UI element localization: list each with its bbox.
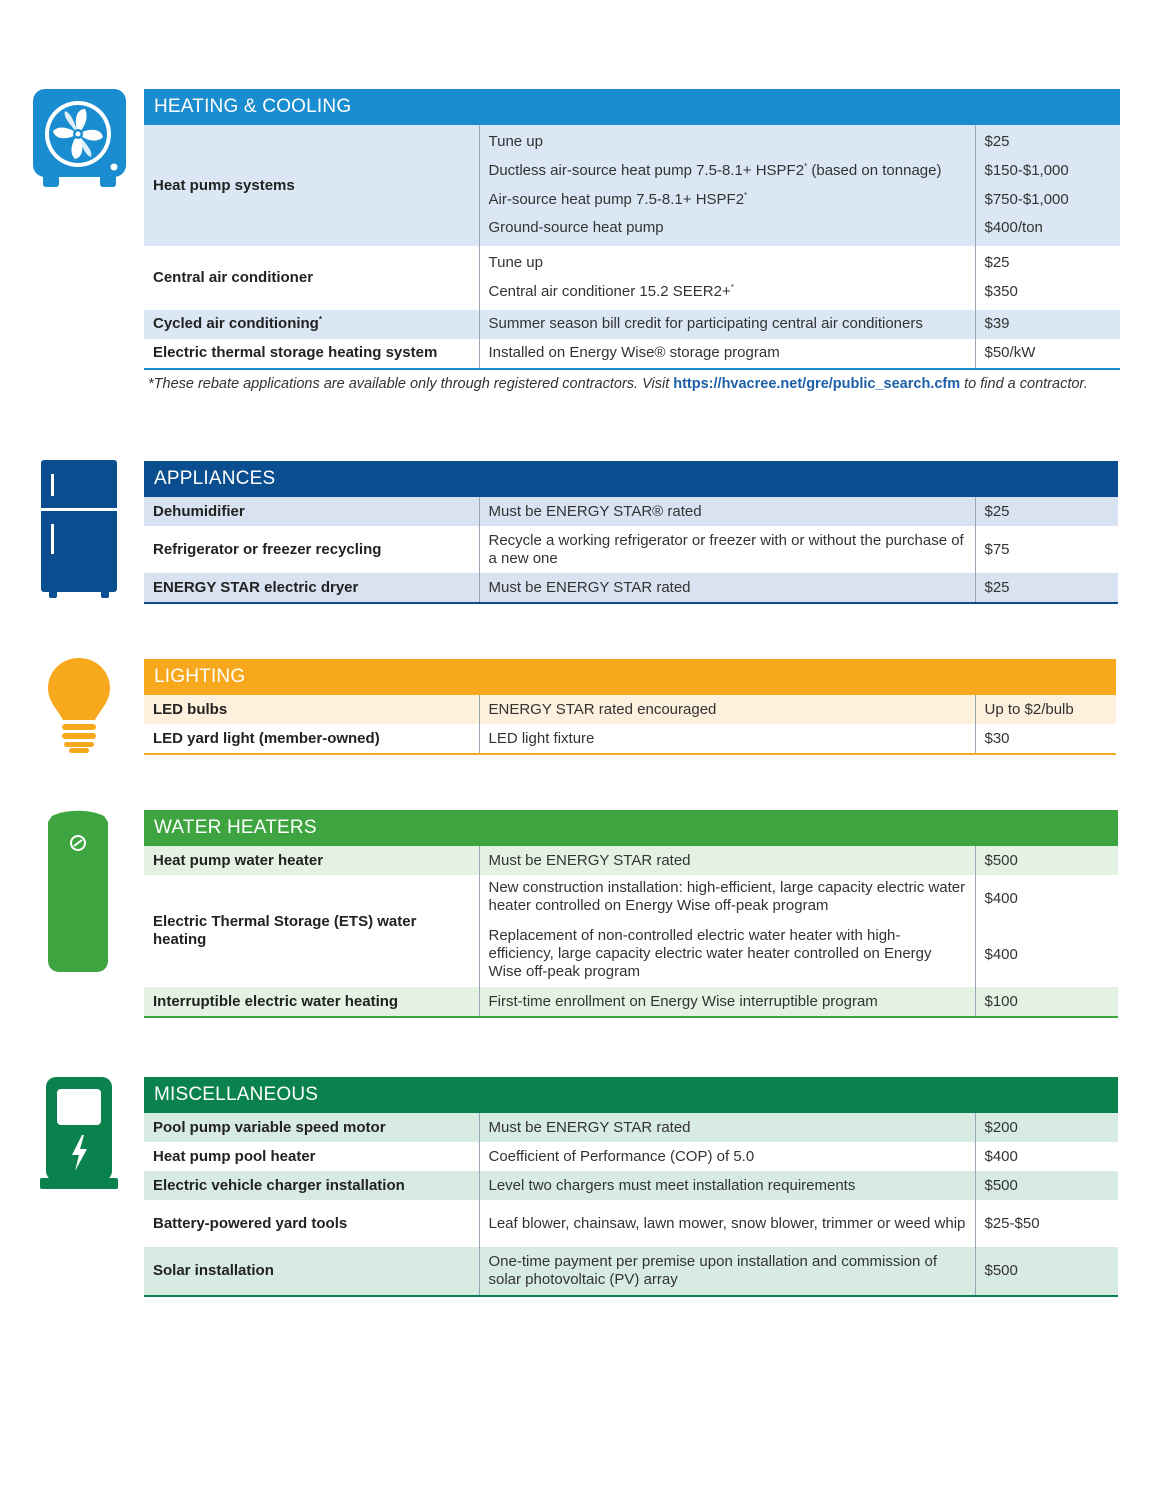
lighting-header	[144, 659, 1116, 695]
row-desc: Level two chargers must meet installation requirements	[479, 1171, 975, 1200]
heating-title: HEATING & COOLING	[154, 96, 352, 117]
row-name: Electric Thermal Storage (ETS) water heating	[144, 875, 479, 987]
row-name: Solar installation	[144, 1247, 479, 1295]
appliances-section	[144, 461, 1118, 604]
table-row	[144, 125, 1120, 246]
row-desc: LED light fixture	[479, 724, 975, 753]
water-header	[144, 810, 1118, 846]
misc-header	[144, 1077, 1118, 1113]
row-desc: Summer season bill credit for participating central air conditioners	[479, 310, 975, 339]
table-row	[144, 875, 1118, 987]
heating-section	[144, 89, 1120, 370]
row-desc: Must be ENERGY STAR rated	[479, 1113, 975, 1142]
water-title: WATER HEATERS	[154, 817, 317, 838]
item-price: $400/ton	[984, 219, 1043, 237]
heating-table	[144, 125, 1120, 368]
table-row	[144, 1200, 1118, 1247]
row-price: $25	[984, 578, 1010, 596]
row-price: $39	[984, 315, 1010, 333]
table-row	[144, 526, 1118, 573]
item-price: $150-$1,000	[984, 161, 1069, 179]
item-price: $400	[984, 890, 1018, 907]
row-name: Battery-powered yard tools	[144, 1200, 479, 1247]
item-desc: Tune up	[488, 254, 543, 272]
table-row	[144, 724, 1116, 753]
row-name: LED bulbs	[144, 695, 479, 724]
table-row	[144, 246, 1120, 310]
heating-header	[144, 89, 1120, 125]
light-bulb-icon	[48, 658, 110, 754]
row-name: Heat pump water heater	[144, 846, 479, 875]
row-name: Pool pump variable speed motor	[144, 1113, 479, 1142]
row-price: $400	[984, 1147, 1018, 1165]
item-desc: Air-source heat pump 7.5-8.1+ HSPF2*	[488, 190, 748, 208]
row-price: Up to $2/bulb	[984, 700, 1074, 718]
item-price: $25	[984, 133, 1010, 150]
item-desc: New construction installation: high-efficient, large capacity electric water heater controlled on Energy Wise off-peak program	[488, 879, 966, 914]
table-row	[144, 987, 1118, 1016]
row-price: $500	[984, 851, 1018, 869]
row-name: Cycled air conditioning*	[144, 310, 479, 339]
row-price: $30	[984, 729, 1010, 747]
row-price: $50/kW	[984, 344, 1036, 362]
row-desc: One-time payment per premise upon installation and commission of solar photovoltaic (PV) array	[479, 1247, 975, 1295]
row-name: Heat pump pool heater	[144, 1142, 479, 1171]
misc-section	[144, 1077, 1118, 1297]
row-desc: Recycle a working refrigerator or freezer with or without the purchase of a new one	[479, 526, 975, 573]
contractor-search-link[interactable]: https://hvacree.net/gre/public_search.cfm	[673, 376, 961, 392]
row-desc: Installed on Energy Wise® storage program	[479, 339, 975, 368]
table-row	[144, 1247, 1118, 1295]
water-table	[144, 846, 1118, 1016]
row-name: Electric vehicle charger installation	[144, 1171, 479, 1200]
row-price: $500	[984, 1176, 1018, 1194]
row-name: Interruptible electric water heating	[144, 987, 479, 1016]
row-name: Dehumidifier	[144, 497, 479, 526]
row-desc: Must be ENERGY STAR rated	[479, 846, 975, 875]
row-price: $75	[984, 540, 1010, 558]
item-price: $750-$1,000	[984, 190, 1069, 208]
row-name: Heat pump systems	[144, 125, 479, 246]
row-name: ENERGY STAR electric dryer	[144, 573, 479, 602]
footnote: *These rebate applications are available only through registered contractors. Visit https://hvacree.net/gre/public_search.cfm to find a contractor.	[148, 376, 1088, 392]
row-name: Central air conditioner	[144, 246, 479, 310]
row-price: $100	[984, 992, 1018, 1010]
appliances-title: APPLIANCES	[154, 468, 276, 489]
row-desc: Coefficient of Performance (COP) of 5.0	[479, 1142, 975, 1171]
row-desc: Leaf blower, chainsaw, lawn mower, snow blower, trimmer or weed whip	[479, 1200, 975, 1247]
water-section	[144, 810, 1118, 1018]
refrigerator-icon	[41, 460, 117, 598]
table-row	[144, 497, 1118, 526]
table-row	[144, 310, 1120, 339]
table-row	[144, 339, 1120, 368]
row-name: Electric thermal storage heating system	[144, 339, 479, 368]
misc-table	[144, 1113, 1118, 1295]
table-row	[144, 695, 1116, 724]
row-desc: First-time enrollment on Energy Wise interruptible program	[479, 987, 975, 1016]
water-heater-icon	[48, 810, 108, 972]
item-desc: Tune up	[488, 133, 543, 150]
item-desc: Ground-source heat pump	[488, 219, 664, 237]
item-price: $400	[984, 946, 1018, 963]
row-desc: Must be ENERGY STAR rated	[479, 573, 975, 602]
item-desc: Central air conditioner 15.2 SEER2+*	[488, 282, 734, 300]
row-price: $25-$50	[984, 1214, 1040, 1232]
table-row	[144, 573, 1118, 602]
table-row	[144, 1113, 1118, 1142]
row-price: $500	[984, 1262, 1018, 1279]
lighting-table	[144, 695, 1116, 753]
row-name: LED yard light (member-owned)	[144, 724, 479, 753]
row-desc: ENERGY STAR rated encouraged	[479, 695, 975, 724]
item-price: $350	[984, 282, 1018, 300]
row-desc: Must be ENERGY STAR® rated	[479, 497, 975, 526]
row-name: Refrigerator or freezer recycling	[144, 526, 479, 573]
table-row	[144, 846, 1118, 875]
ev-charger-icon	[40, 1077, 118, 1189]
item-desc: Ductless air-source heat pump 7.5-8.1+ HSPF2* (based on tonnage)	[488, 161, 942, 179]
row-price: $200	[984, 1118, 1018, 1136]
table-row	[144, 1171, 1118, 1200]
fan-icon	[33, 89, 126, 189]
item-desc: Replacement of non-controlled electric water heater with high-efficiency, large capacity electric water heater controlled on Energy Wise off-peak program	[488, 927, 932, 980]
misc-title: MISCELLANEOUS	[154, 1084, 319, 1105]
lighting-title: LIGHTING	[154, 666, 246, 687]
row-price: $25	[984, 502, 1010, 520]
table-row	[144, 1142, 1118, 1171]
item-price: $25	[984, 254, 1010, 272]
appliances-table	[144, 497, 1118, 602]
lighting-section	[144, 659, 1116, 755]
appliances-header	[144, 461, 1118, 497]
